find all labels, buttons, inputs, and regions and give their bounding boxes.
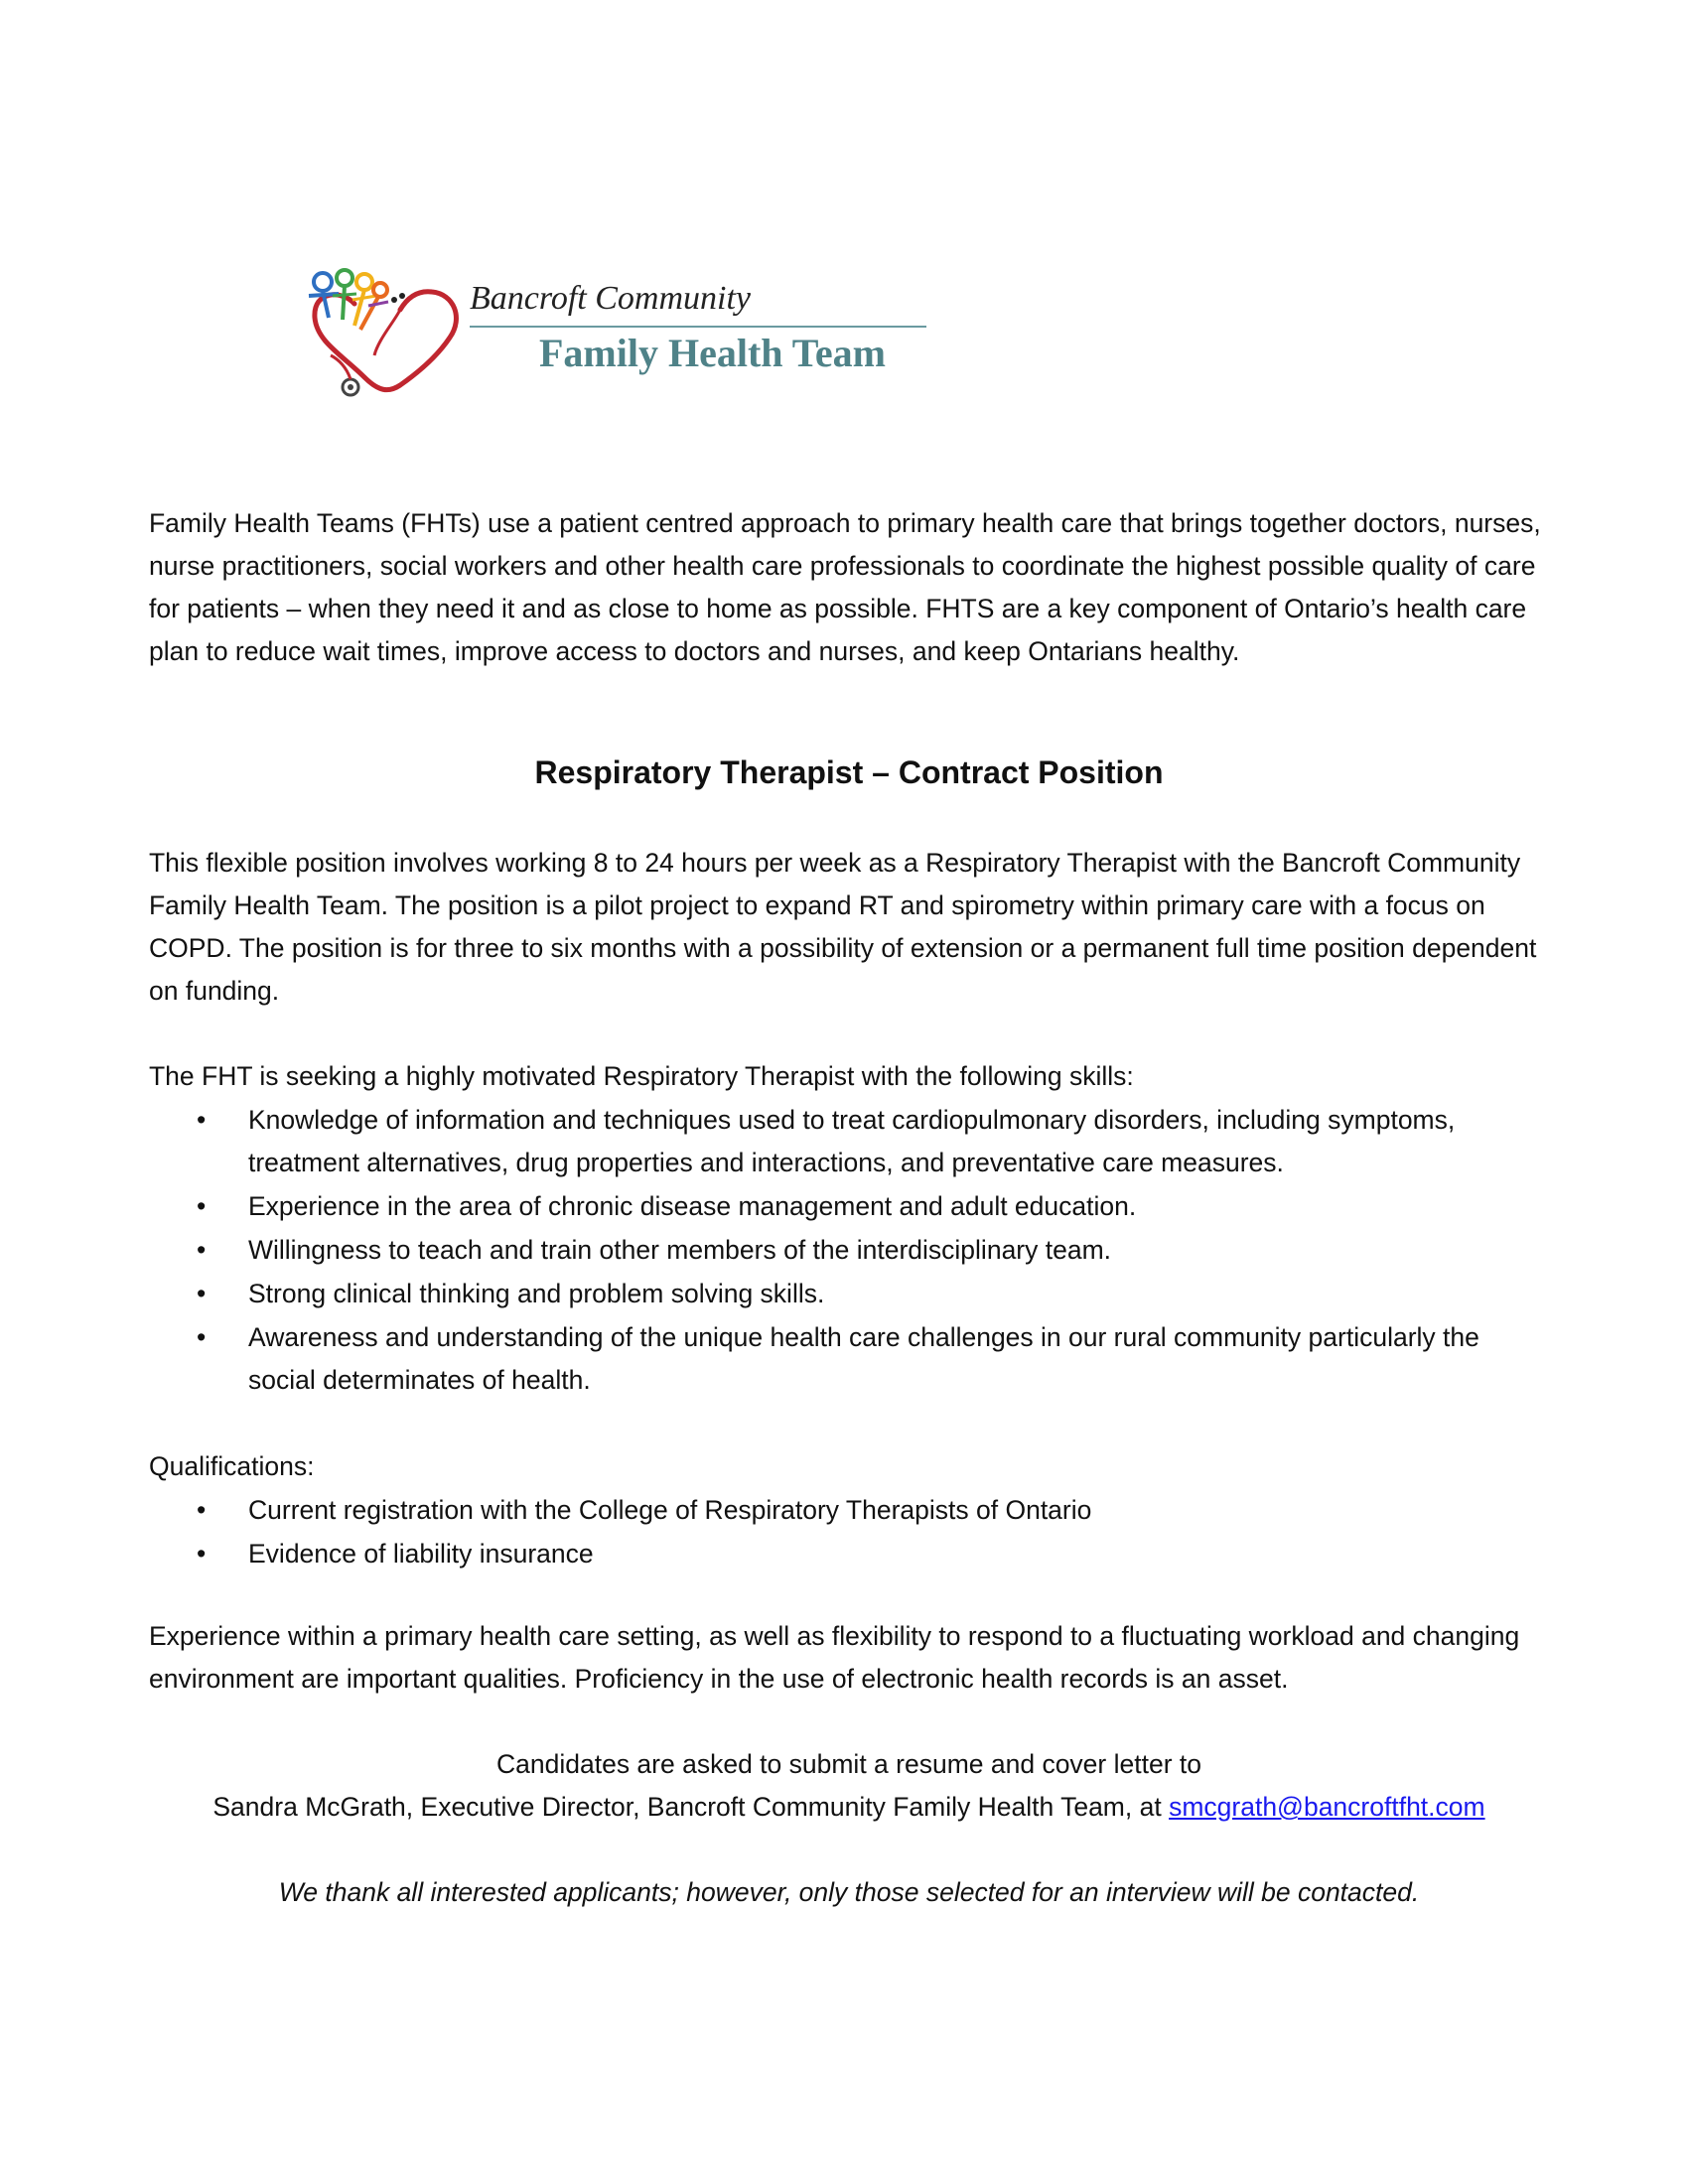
bullet-icon: •	[197, 1322, 207, 1352]
bullet-icon: •	[197, 1495, 207, 1525]
list-item	[149, 1185, 1549, 1228]
list-item	[149, 1099, 1549, 1184]
qualification-text: Evidence of liability insurance	[248, 1539, 594, 1569]
logo-divider	[470, 326, 926, 328]
list-item	[149, 1273, 1549, 1315]
position-title: Respiratory Therapist – Contract Position	[534, 754, 1164, 790]
email-link[interactable]: smcgrath@bancroftfht.com	[1169, 1792, 1485, 1822]
list-item	[149, 1489, 1549, 1532]
qualification-text: Current registration with the College of Respiratory Therapists of Ontario	[248, 1495, 1092, 1525]
heart-stethoscope-logo-icon	[303, 260, 472, 399]
list-item	[149, 1316, 1549, 1402]
thank-you-note: We thank all interested applicants; however, only those selected for an interview will be contacted.	[278, 1877, 1420, 1907]
skill-text: Experience in the area of chronic disease management and adult education.	[248, 1191, 1137, 1221]
bullet-icon: •	[197, 1235, 207, 1265]
submission-instructions	[149, 1743, 1549, 1829]
organization-logo	[303, 260, 938, 399]
bullet-icon: •	[197, 1191, 207, 1221]
intro-paragraph: Family Health Teams (FHTs) use a patient centred approach to primary health care that brings together doctors, nurses, nurse practitioners, social workers and other health care professionals to coordinate the highest possible quality of care for patients – when they need it and as close to home as possible. FHTS are a key component of Ontario’s health care plan to reduce wait times, improve access to doctors and nurses, and keep Ontarians healthy.	[149, 508, 1541, 666]
qualifications-heading: Qualifications:	[149, 1451, 315, 1481]
skills-list	[149, 1099, 1549, 1403]
list-item	[149, 1229, 1549, 1272]
skill-text: Willingness to teach and train other members of the interdisciplinary team.	[248, 1235, 1112, 1265]
skills-intro: The FHT is seeking a highly motivated Respiratory Therapist with the following skills:	[149, 1061, 1134, 1091]
logo-text-community: Bancroft Community	[470, 280, 751, 317]
qualifications-list	[149, 1489, 1549, 1576]
list-item	[149, 1533, 1549, 1575]
submit-line-1: Candidates are asked to submit a resume and cover letter to	[496, 1749, 1201, 1779]
skill-text: Awareness and understanding of the unique health care challenges in our rural community particularly the social determinates of health.	[248, 1322, 1479, 1395]
skill-text: Knowledge of information and techniques used to treat cardiopulmonary disorders, including symptoms, treatment alternatives, drug properties and interactions, and preventative care measures.	[248, 1105, 1456, 1177]
experience-paragraph: Experience within a primary health care setting, as well as flexibility to respond to a fluctuating workload and changing environment are important qualities. Proficiency in the use of electronic health records is an asset.	[149, 1621, 1520, 1694]
position-description: This flexible position involves working 8 to 24 hours per week as a Respiratory Therapist with the Bancroft Community Family Health Team. The position is a pilot project to expand RT and spirometry within primary care with a focus on COPD. The position is for three to six months with a possibility of extension or a permanent full time position dependent on funding.	[149, 848, 1537, 1006]
bullet-icon: •	[197, 1105, 207, 1135]
logo-text-team: Family Health Team	[539, 331, 886, 375]
bullet-icon: •	[197, 1279, 207, 1308]
skill-text: Strong clinical thinking and problem solving skills.	[248, 1279, 825, 1308]
submit-line-2: Sandra McGrath, Executive Director, Bancroft Community Family Health Team, at	[212, 1792, 1170, 1822]
bullet-icon: •	[197, 1539, 207, 1569]
